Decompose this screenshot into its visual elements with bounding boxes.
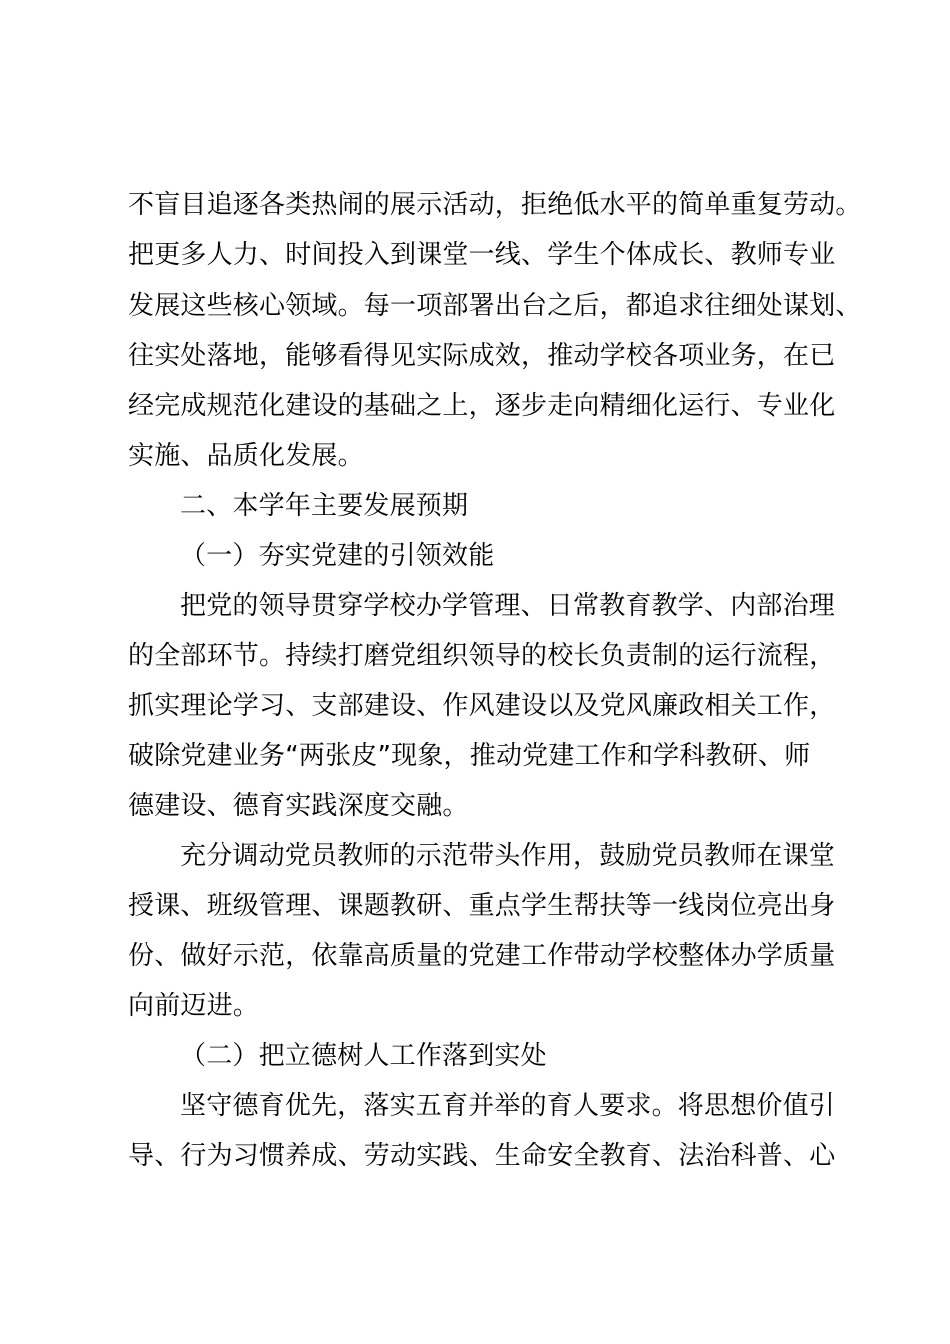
- paragraph-line: 授课、班级管理、课题教研、重点学生帮扶等一线岗位亮出身: [128, 891, 836, 921]
- paragraph-line: 把党的领导贯穿学校办学管理、日常教育教学、内部治理: [180, 591, 836, 621]
- paragraph-line: 德建设、德育实践深度交融。: [128, 791, 469, 821]
- subsection-heading-2: （二）把立德树人工作落到实处: [180, 1041, 547, 1071]
- body-line-3: 发展这些核心领域。每一项部署出台之后，都追求往细处谋划、: [128, 291, 862, 321]
- paragraph-line: 抓实理论学习、支部建设、作风建设以及党风廉政相关工作，: [128, 691, 836, 721]
- body-line-2: 把更多人力、时间投入到课堂一线、学生个体成长、教师专业: [128, 240, 836, 270]
- paragraph-line: 向前迈进。: [128, 991, 260, 1021]
- paragraph-line: 坚守德育优先，落实五育并举的育人要求。将思想价值引: [180, 1091, 836, 1121]
- section-heading: 二、本学年主要发展预期: [180, 491, 469, 521]
- subsection-heading-1: （一）夯实党建的引领效能: [180, 541, 495, 571]
- paragraph-line: 份、做好示范，依靠高质量的党建工作带动学校整体办学质量: [128, 941, 836, 971]
- body-line-4: 往实处落地，能够看得见实际成效，推动学校各项业务，在已: [128, 341, 836, 371]
- paragraph-line: 充分调动党员教师的示范带头作用，鼓励党员教师在课堂: [180, 841, 836, 871]
- body-line-1: 不盲目追逐各类热闹的展示活动，拒绝低水平的简单重复劳动。: [128, 190, 862, 220]
- paragraph-line: 导、行为习惯养成、劳动实践、生命安全教育、法治科普、心: [128, 1141, 836, 1171]
- body-line-6: 实施、品质化发展。: [128, 441, 364, 471]
- paragraph-line: 破除党建业务“两张皮”现象，推动党建工作和学科教研、师: [128, 741, 811, 771]
- body-line-5: 经完成规范化建设的基础之上，逐步走向精细化运行、专业化: [128, 391, 836, 421]
- paragraph-line: 的全部环节。持续打磨党组织领导的校长负责制的运行流程，: [128, 641, 836, 671]
